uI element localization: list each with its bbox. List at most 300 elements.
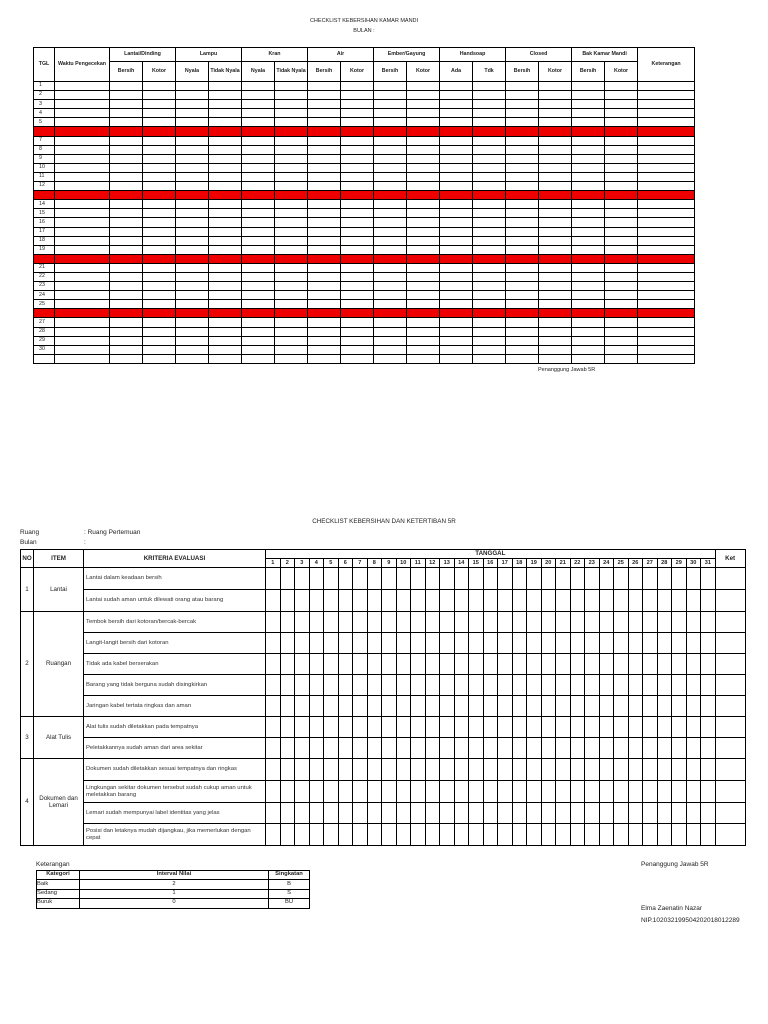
score-cell[interactable] <box>396 803 411 824</box>
check-cell[interactable] <box>374 327 407 336</box>
score-cell[interactable] <box>657 803 672 824</box>
score-cell[interactable] <box>295 824 310 846</box>
score-cell[interactable] <box>512 612 527 633</box>
score-cell[interactable] <box>469 781 484 803</box>
check-cell[interactable] <box>506 291 539 300</box>
check-cell[interactable] <box>572 218 605 227</box>
check-cell[interactable] <box>308 272 341 281</box>
score-cell[interactable] <box>672 824 687 846</box>
check-cell[interactable] <box>242 109 275 118</box>
check-cell[interactable] <box>143 191 176 200</box>
check-cell[interactable] <box>209 318 242 327</box>
check-cell[interactable] <box>605 345 638 354</box>
check-cell[interactable] <box>242 127 275 136</box>
score-cell[interactable] <box>324 824 339 846</box>
score-cell[interactable] <box>454 568 469 590</box>
check-cell[interactable] <box>110 245 143 254</box>
check-cell[interactable] <box>242 309 275 318</box>
check-cell[interactable] <box>605 182 638 191</box>
check-cell[interactable] <box>473 182 506 191</box>
check-cell[interactable] <box>242 282 275 291</box>
check-cell[interactable] <box>473 127 506 136</box>
check-cell[interactable] <box>176 154 209 163</box>
check-cell[interactable] <box>506 100 539 109</box>
check-cell[interactable] <box>473 209 506 218</box>
score-cell[interactable] <box>309 568 324 590</box>
check-cell[interactable] <box>55 227 110 236</box>
score-cell[interactable] <box>367 590 382 612</box>
score-cell[interactable] <box>440 590 455 612</box>
check-cell[interactable] <box>473 300 506 309</box>
check-cell[interactable] <box>440 109 473 118</box>
score-cell[interactable] <box>411 803 426 824</box>
check-cell[interactable] <box>638 163 695 172</box>
score-cell[interactable] <box>585 781 600 803</box>
check-cell[interactable] <box>506 345 539 354</box>
check-cell[interactable] <box>143 300 176 309</box>
score-cell[interactable] <box>541 633 556 654</box>
check-cell[interactable] <box>506 145 539 154</box>
check-cell[interactable] <box>275 245 308 254</box>
check-cell[interactable] <box>374 145 407 154</box>
score-cell[interactable] <box>411 824 426 846</box>
check-cell[interactable] <box>539 109 572 118</box>
score-cell[interactable] <box>570 803 585 824</box>
score-cell[interactable] <box>614 738 629 759</box>
check-cell[interactable] <box>374 336 407 345</box>
score-cell[interactable] <box>541 824 556 846</box>
check-cell[interactable] <box>143 218 176 227</box>
check-cell[interactable] <box>275 354 308 363</box>
check-cell[interactable] <box>275 172 308 181</box>
check-cell[interactable] <box>374 82 407 91</box>
score-cell[interactable] <box>570 568 585 590</box>
check-cell[interactable] <box>176 172 209 181</box>
score-cell[interactable] <box>614 590 629 612</box>
check-cell[interactable] <box>374 245 407 254</box>
check-cell[interactable] <box>308 209 341 218</box>
check-cell[interactable] <box>407 300 440 309</box>
check-cell[interactable] <box>473 136 506 145</box>
score-cell[interactable] <box>440 803 455 824</box>
score-cell[interactable] <box>353 759 368 781</box>
check-cell[interactable] <box>55 336 110 345</box>
score-cell[interactable] <box>280 568 295 590</box>
check-cell[interactable] <box>110 82 143 91</box>
check-cell[interactable] <box>176 163 209 172</box>
score-cell[interactable] <box>454 759 469 781</box>
score-cell[interactable] <box>266 612 281 633</box>
check-cell[interactable] <box>572 318 605 327</box>
check-cell[interactable] <box>473 245 506 254</box>
score-cell[interactable] <box>280 675 295 696</box>
check-cell[interactable] <box>407 291 440 300</box>
check-cell[interactable] <box>143 109 176 118</box>
check-cell[interactable] <box>55 254 110 263</box>
score-cell[interactable] <box>527 654 542 675</box>
score-cell[interactable] <box>541 612 556 633</box>
ket-cell[interactable] <box>715 717 745 738</box>
score-cell[interactable] <box>367 759 382 781</box>
check-cell[interactable] <box>605 82 638 91</box>
check-cell[interactable] <box>176 327 209 336</box>
check-cell[interactable] <box>209 236 242 245</box>
check-cell[interactable] <box>143 82 176 91</box>
score-cell[interactable] <box>701 696 716 717</box>
check-cell[interactable] <box>143 254 176 263</box>
score-cell[interactable] <box>483 568 498 590</box>
score-cell[interactable] <box>382 738 397 759</box>
score-cell[interactable] <box>701 675 716 696</box>
score-cell[interactable] <box>295 781 310 803</box>
score-cell[interactable] <box>570 717 585 738</box>
check-cell[interactable] <box>110 336 143 345</box>
score-cell[interactable] <box>425 824 440 846</box>
check-cell[interactable] <box>473 172 506 181</box>
check-cell[interactable] <box>506 218 539 227</box>
check-cell[interactable] <box>572 82 605 91</box>
check-cell[interactable] <box>242 100 275 109</box>
check-cell[interactable] <box>407 182 440 191</box>
score-cell[interactable] <box>295 803 310 824</box>
check-cell[interactable] <box>473 118 506 127</box>
score-cell[interactable] <box>338 717 353 738</box>
check-cell[interactable] <box>638 354 695 363</box>
score-cell[interactable] <box>266 675 281 696</box>
check-cell[interactable] <box>407 91 440 100</box>
check-cell[interactable] <box>242 336 275 345</box>
check-cell[interactable] <box>440 291 473 300</box>
check-cell[interactable] <box>638 236 695 245</box>
check-cell[interactable] <box>209 200 242 209</box>
check-cell[interactable] <box>506 200 539 209</box>
check-cell[interactable] <box>275 300 308 309</box>
check-cell[interactable] <box>275 136 308 145</box>
check-cell[interactable] <box>341 254 374 263</box>
check-cell[interactable] <box>440 182 473 191</box>
score-cell[interactable] <box>686 824 701 846</box>
score-cell[interactable] <box>483 759 498 781</box>
score-cell[interactable] <box>527 696 542 717</box>
check-cell[interactable] <box>440 163 473 172</box>
check-cell[interactable] <box>308 300 341 309</box>
check-cell[interactable] <box>539 82 572 91</box>
check-cell[interactable] <box>308 354 341 363</box>
check-cell[interactable] <box>308 100 341 109</box>
check-cell[interactable] <box>638 127 695 136</box>
check-cell[interactable] <box>572 154 605 163</box>
score-cell[interactable] <box>512 568 527 590</box>
score-cell[interactable] <box>527 612 542 633</box>
check-cell[interactable] <box>407 118 440 127</box>
check-cell[interactable] <box>605 127 638 136</box>
check-cell[interactable] <box>209 145 242 154</box>
score-cell[interactable] <box>382 612 397 633</box>
score-cell[interactable] <box>266 781 281 803</box>
check-cell[interactable] <box>473 218 506 227</box>
score-cell[interactable] <box>527 568 542 590</box>
score-cell[interactable] <box>469 738 484 759</box>
score-cell[interactable] <box>396 759 411 781</box>
check-cell[interactable] <box>143 118 176 127</box>
score-cell[interactable] <box>295 696 310 717</box>
score-cell[interactable] <box>672 568 687 590</box>
check-cell[interactable] <box>440 236 473 245</box>
score-cell[interactable] <box>512 781 527 803</box>
score-cell[interactable] <box>686 781 701 803</box>
check-cell[interactable] <box>176 100 209 109</box>
check-cell[interactable] <box>407 172 440 181</box>
score-cell[interactable] <box>382 633 397 654</box>
score-cell[interactable] <box>657 633 672 654</box>
score-cell[interactable] <box>309 654 324 675</box>
score-cell[interactable] <box>643 612 658 633</box>
check-cell[interactable] <box>605 109 638 118</box>
check-cell[interactable] <box>209 327 242 336</box>
score-cell[interactable] <box>440 781 455 803</box>
score-cell[interactable] <box>512 675 527 696</box>
check-cell[interactable] <box>209 309 242 318</box>
score-cell[interactable] <box>628 803 643 824</box>
score-cell[interactable] <box>295 738 310 759</box>
check-cell[interactable] <box>539 191 572 200</box>
score-cell[interactable] <box>367 717 382 738</box>
check-cell[interactable] <box>638 91 695 100</box>
check-cell[interactable] <box>209 336 242 345</box>
check-cell[interactable] <box>110 227 143 236</box>
check-cell[interactable] <box>374 300 407 309</box>
score-cell[interactable] <box>338 654 353 675</box>
score-cell[interactable] <box>396 654 411 675</box>
score-cell[interactable] <box>599 590 614 612</box>
check-cell[interactable] <box>110 91 143 100</box>
score-cell[interactable] <box>382 717 397 738</box>
check-cell[interactable] <box>572 145 605 154</box>
check-cell[interactable] <box>275 82 308 91</box>
check-cell[interactable] <box>407 354 440 363</box>
check-cell[interactable] <box>506 91 539 100</box>
check-cell[interactable] <box>275 200 308 209</box>
check-cell[interactable] <box>110 263 143 272</box>
score-cell[interactable] <box>382 781 397 803</box>
check-cell[interactable] <box>242 227 275 236</box>
score-cell[interactable] <box>425 612 440 633</box>
check-cell[interactable] <box>374 136 407 145</box>
score-cell[interactable] <box>425 633 440 654</box>
check-cell[interactable] <box>407 309 440 318</box>
score-cell[interactable] <box>541 590 556 612</box>
score-cell[interactable] <box>382 824 397 846</box>
score-cell[interactable] <box>643 696 658 717</box>
score-cell[interactable] <box>440 759 455 781</box>
check-cell[interactable] <box>143 100 176 109</box>
score-cell[interactable] <box>469 717 484 738</box>
score-cell[interactable] <box>280 781 295 803</box>
check-cell[interactable] <box>341 272 374 281</box>
score-cell[interactable] <box>512 590 527 612</box>
check-cell[interactable] <box>308 245 341 254</box>
check-cell[interactable] <box>539 136 572 145</box>
check-cell[interactable] <box>110 236 143 245</box>
check-cell[interactable] <box>473 291 506 300</box>
check-cell[interactable] <box>638 336 695 345</box>
check-cell[interactable] <box>308 200 341 209</box>
check-cell[interactable] <box>176 291 209 300</box>
check-cell[interactable] <box>506 136 539 145</box>
check-cell[interactable] <box>209 100 242 109</box>
ket-cell[interactable] <box>715 696 745 717</box>
score-cell[interactable] <box>686 738 701 759</box>
score-cell[interactable] <box>309 781 324 803</box>
check-cell[interactable] <box>308 336 341 345</box>
check-cell[interactable] <box>143 91 176 100</box>
score-cell[interactable] <box>266 696 281 717</box>
score-cell[interactable] <box>701 717 716 738</box>
check-cell[interactable] <box>242 218 275 227</box>
check-cell[interactable] <box>176 245 209 254</box>
score-cell[interactable] <box>599 675 614 696</box>
score-cell[interactable] <box>701 633 716 654</box>
check-cell[interactable] <box>275 209 308 218</box>
check-cell[interactable] <box>242 82 275 91</box>
check-cell[interactable] <box>55 209 110 218</box>
check-cell[interactable] <box>572 227 605 236</box>
check-cell[interactable] <box>242 354 275 363</box>
score-cell[interactable] <box>353 781 368 803</box>
score-cell[interactable] <box>324 568 339 590</box>
check-cell[interactable] <box>341 300 374 309</box>
check-cell[interactable] <box>605 318 638 327</box>
check-cell[interactable] <box>605 191 638 200</box>
score-cell[interactable] <box>512 803 527 824</box>
check-cell[interactable] <box>605 272 638 281</box>
check-cell[interactable] <box>440 100 473 109</box>
check-cell[interactable] <box>308 82 341 91</box>
score-cell[interactable] <box>541 654 556 675</box>
score-cell[interactable] <box>266 568 281 590</box>
check-cell[interactable] <box>572 182 605 191</box>
check-cell[interactable] <box>572 291 605 300</box>
check-cell[interactable] <box>110 163 143 172</box>
check-cell[interactable] <box>638 272 695 281</box>
score-cell[interactable] <box>556 824 571 846</box>
check-cell[interactable] <box>605 172 638 181</box>
check-cell[interactable] <box>374 118 407 127</box>
score-cell[interactable] <box>353 568 368 590</box>
score-cell[interactable] <box>266 717 281 738</box>
ket-cell[interactable] <box>715 803 745 824</box>
check-cell[interactable] <box>341 200 374 209</box>
score-cell[interactable] <box>309 696 324 717</box>
check-cell[interactable] <box>473 109 506 118</box>
score-cell[interactable] <box>266 803 281 824</box>
score-cell[interactable] <box>353 612 368 633</box>
score-cell[interactable] <box>454 633 469 654</box>
score-cell[interactable] <box>614 803 629 824</box>
score-cell[interactable] <box>556 717 571 738</box>
score-cell[interactable] <box>440 824 455 846</box>
check-cell[interactable] <box>308 154 341 163</box>
score-cell[interactable] <box>701 781 716 803</box>
check-cell[interactable] <box>242 145 275 154</box>
check-cell[interactable] <box>407 236 440 245</box>
check-cell[interactable] <box>275 254 308 263</box>
score-cell[interactable] <box>657 568 672 590</box>
check-cell[interactable] <box>539 200 572 209</box>
score-cell[interactable] <box>367 675 382 696</box>
score-cell[interactable] <box>585 633 600 654</box>
check-cell[interactable] <box>605 291 638 300</box>
score-cell[interactable] <box>556 612 571 633</box>
check-cell[interactable] <box>209 272 242 281</box>
score-cell[interactable] <box>686 803 701 824</box>
check-cell[interactable] <box>539 172 572 181</box>
check-cell[interactable] <box>506 245 539 254</box>
check-cell[interactable] <box>506 254 539 263</box>
check-cell[interactable] <box>308 327 341 336</box>
check-cell[interactable] <box>209 154 242 163</box>
check-cell[interactable] <box>374 236 407 245</box>
check-cell[interactable] <box>473 91 506 100</box>
check-cell[interactable] <box>440 327 473 336</box>
score-cell[interactable] <box>512 759 527 781</box>
score-cell[interactable] <box>338 803 353 824</box>
score-cell[interactable] <box>686 675 701 696</box>
check-cell[interactable] <box>55 182 110 191</box>
check-cell[interactable] <box>638 218 695 227</box>
check-cell[interactable] <box>308 109 341 118</box>
check-cell[interactable] <box>209 109 242 118</box>
score-cell[interactable] <box>324 781 339 803</box>
check-cell[interactable] <box>638 191 695 200</box>
score-cell[interactable] <box>469 568 484 590</box>
check-cell[interactable] <box>506 109 539 118</box>
check-cell[interactable] <box>572 354 605 363</box>
score-cell[interactable] <box>527 633 542 654</box>
check-cell[interactable] <box>143 154 176 163</box>
score-cell[interactable] <box>672 738 687 759</box>
score-cell[interactable] <box>599 824 614 846</box>
check-cell[interactable] <box>176 354 209 363</box>
check-cell[interactable] <box>605 163 638 172</box>
score-cell[interactable] <box>599 781 614 803</box>
score-cell[interactable] <box>411 717 426 738</box>
check-cell[interactable] <box>341 309 374 318</box>
check-cell[interactable] <box>407 218 440 227</box>
check-cell[interactable] <box>176 200 209 209</box>
score-cell[interactable] <box>628 738 643 759</box>
score-cell[interactable] <box>483 824 498 846</box>
check-cell[interactable] <box>407 82 440 91</box>
check-cell[interactable] <box>55 272 110 281</box>
score-cell[interactable] <box>585 717 600 738</box>
check-cell[interactable] <box>275 272 308 281</box>
score-cell[interactable] <box>643 781 658 803</box>
score-cell[interactable] <box>396 781 411 803</box>
check-cell[interactable] <box>374 209 407 218</box>
check-cell[interactable] <box>143 327 176 336</box>
score-cell[interactable] <box>599 803 614 824</box>
check-cell[interactable] <box>605 245 638 254</box>
score-cell[interactable] <box>512 824 527 846</box>
check-cell[interactable] <box>605 336 638 345</box>
score-cell[interactable] <box>324 759 339 781</box>
score-cell[interactable] <box>295 654 310 675</box>
check-cell[interactable] <box>242 291 275 300</box>
check-cell[interactable] <box>341 345 374 354</box>
check-cell[interactable] <box>55 154 110 163</box>
check-cell[interactable] <box>572 172 605 181</box>
